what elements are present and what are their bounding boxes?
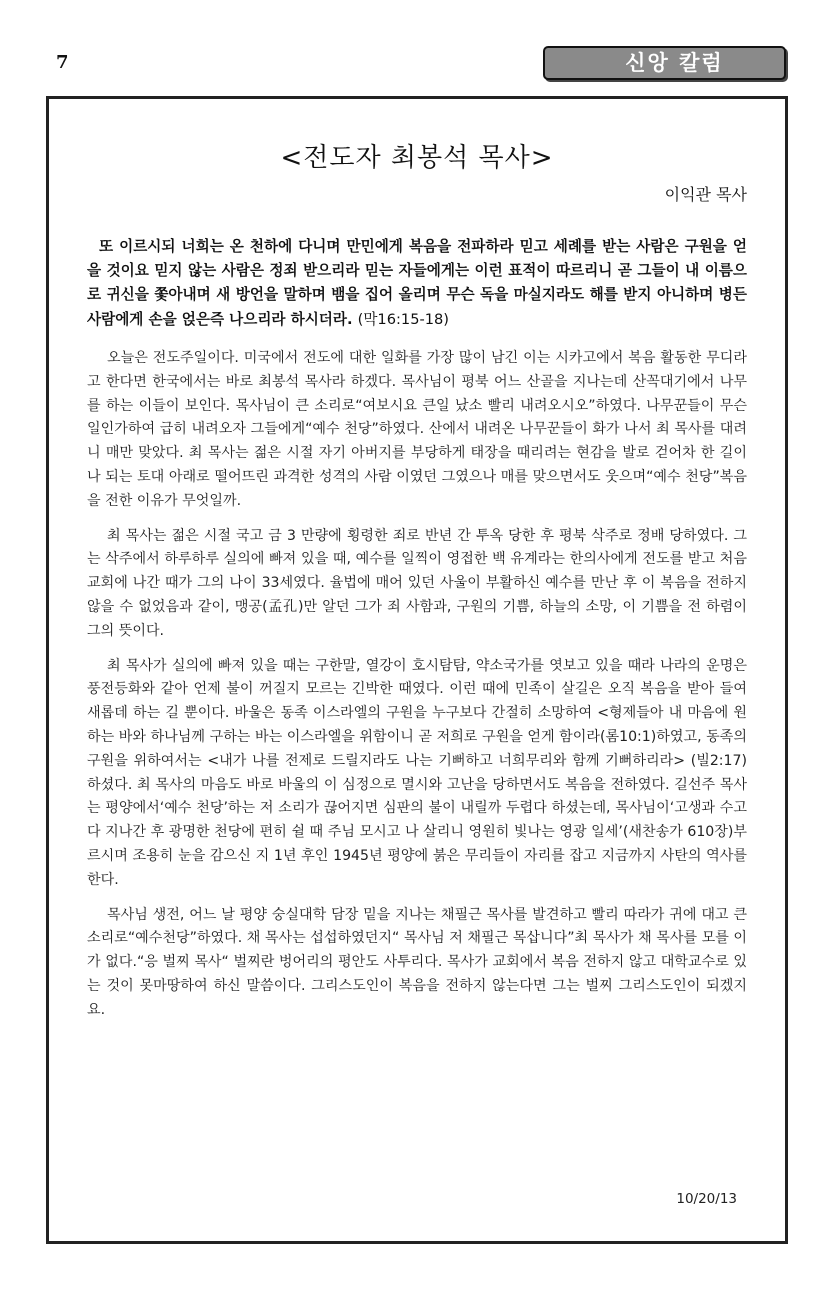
article-author: 이익관 목사: [664, 185, 747, 204]
scripture-reference: (막16:15-18): [357, 310, 450, 328]
section-title: 신앙 칼럼: [625, 51, 724, 75]
body-paragraph: 최 목사가 실의에 빠져 있을 때는 구한말, 열강이 호시탐탐, 약소국가를 엿보고 있을 때라 나라의 운명은 풍전등화와 같아 언제 불이 꺼질지 모르는 긴박한 때였다. 이런 때에 민족이 살길은 오직 복음을 받아 들여 새롭데 하는 길 뿐이다. 바울은 동족 이스라엘의 구원을 누구보다 간절히 소망하여 <형제들아 내 마음에 원하는 바와 하나님께 구하는 바는 이스라엘을 위함이니 곧 저희로 구원을 얻게 함이라(롬10:1)하였고, 동족의 구원을 위하여서는 <내가 나를 전제로 드릴지라도 나는 기뻐하고 너희무리와 함께 기뻐하리라> (빌2:17)하셨다. 최 목사의 마음도 바로 바울의 이 심정으로 멸시와 고난을 당하면서도 복음을 전하였다. 길선주 목사는 평양에서‘예수 천당’하는 저 소리가 끊어지면 심판의 불이 내릴까 두렵다 하셨는데, 목사님이‘고생과 수고 다 지나간 후 광명한 천당에 편히 쉴 때 주님 모시고 나 살리니 영원히 빛나는 영광 일세’(새찬송가 610장)부르시며 조용히 눈을 감으신 지 1년 후인 1945년 평양에 붉은 무리들이 자리를 잡고 지금까지 사탄의 역사를 한다.: [87, 657, 747, 888]
article-date: 10/20/13: [676, 1191, 737, 1207]
scripture-text: 또 이르시되 너희는 온 천하에 다니며 만민에게 복음을 전파하라 믿고 세례를 받는 사람은 구원을 얻을 것이요 믿지 않는 사람은 정죄 받으리라 믿는 자들에게는 이런 표적이 따르리니 곧 그들이 내 이름으로 귀신을 쫓아내며 새 방언을 말하며 뱀을 집어 올리며 무슨 독을 마실지라도 해를 받지 아니하며 병든 사람에게 손을 얹은즉 나으리라 하시더라.: [87, 238, 747, 328]
section-tab: [543, 46, 786, 80]
article-body: [87, 347, 747, 1034]
page-number: 7: [56, 52, 69, 73]
body-paragraph: 목사님 생전, 어느 날 평양 숭실대학 담장 밑을 지나는 채필근 목사를 발견하고 빨리 따라가 귀에 대고 큰소리로“예수천당”하였다. 채 목사는 섭섭하였던지“ 목사님 저 채필근 목삽니다”최 목사가 채 목사를 모를 이가 없다.“응 벌찌 목사“ 벌찌란 벙어리의 평안도 사투리다. 목사가 교회에서 복음 전하지 않고 대학교수로 있는 것이 못마땅하여 하신 말씀이다. 그리스도인이 복음을 전하지 않는다면 그는 벌찌 그리스도인이 되겠지요.: [87, 906, 747, 1018]
scripture-quote: [87, 235, 747, 332]
body-paragraph: 최 목사는 젊은 시절 국고 금 3 만량에 횡령한 죄로 반년 간 투옥 당한 후 평북 삭주로 정배 당하였다. 그는 삭주에서 하루하루 실의에 빠져 있을 때, 예수를 일찍이 영접한 백 유계라는 한의사에게 전도를 받고 처음 교회에 나간 때가 그의 나이 33세였다. 율법에 매어 있던 사울이 부활하신 예수를 만난 후 이 복음을 전하지 않을 수 없었음과 같이, 맹공(孟孔)만 알던 그가 죄 사함과, 구원의 기쁨, 하늘의 소망, 이 기쁨을 전 하렴이 그의 뜻이다.: [87, 527, 747, 639]
article-title: <전도자 최봉석 목사>: [280, 143, 554, 173]
article-frame: [46, 96, 788, 1244]
body-paragraph: 오늘은 전도주일이다. 미국에서 전도에 대한 일화를 가장 많이 남긴 이는 시카고에서 복음 활동한 무디라고 한다면 한국에서는 바로 최봉석 목사라 하겠다. 목사님이 평북 어느 산골을 지나는데 산꼭대기에서 나무를 하는 이들이 보인다. 목사님이 큰 소리로“여보시요 큰일 났소 빨리 내려오시오”하였다. 나무꾼들이 무슨 일인가하여 급히 내려오자 그들에게“예수 천당”하였다. 산에서 내려온 나무꾼들이 화가 나서 최 목사를 대려니 매만 맞았다. 최 목사는 젊은 시절 자기 아버지를 부당하게 태장을 때리려는 현감을 발로 걷어차 한 길이나 되는 토대 아래로 떨어뜨린 과격한 성격의 사람 이였던 그였으나 매를 맞으면서도 웃으며“예수 천당”복음을 전한 이유가 무엇일까.: [87, 350, 747, 509]
